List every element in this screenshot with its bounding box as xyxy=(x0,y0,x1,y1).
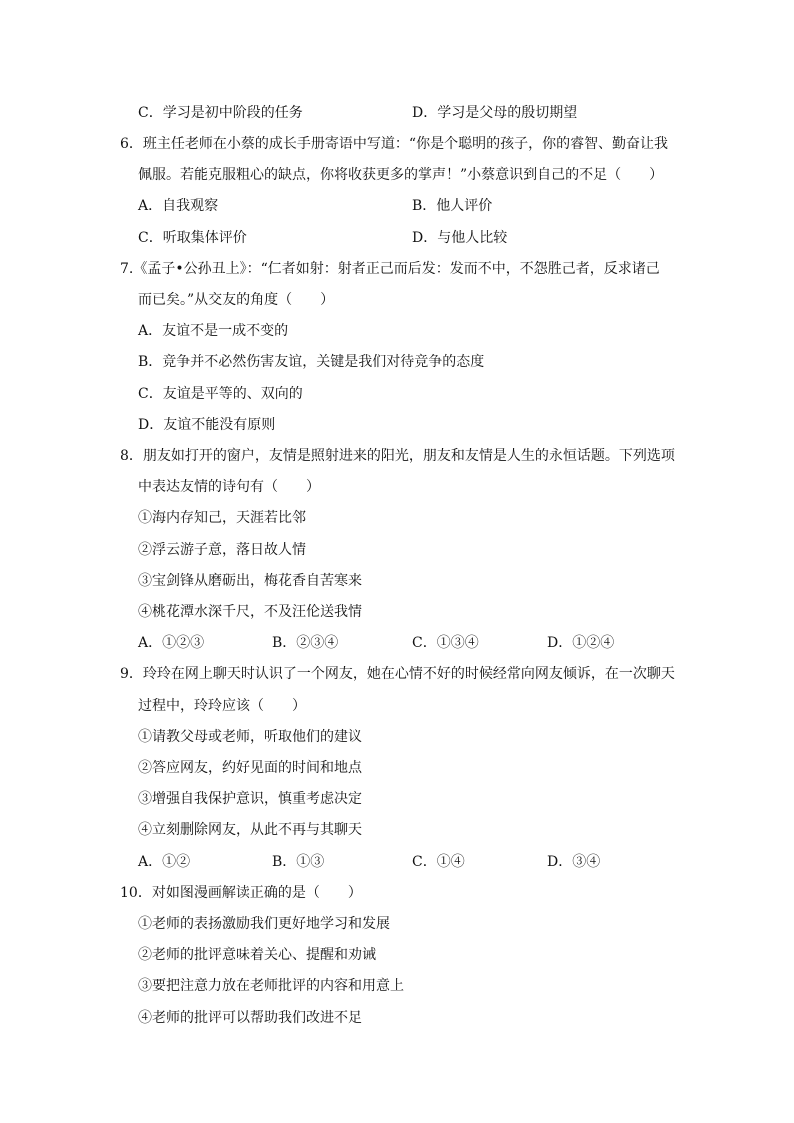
q5-option-d: D．学习是父母的殷切期望 xyxy=(412,105,578,121)
q8-stem-line-2: 中表达友情的诗句有（ ） xyxy=(138,479,320,495)
q10-item-2: ②老师的批评意味着关心、提醒和劝诫 xyxy=(138,947,376,963)
q9-item-4: ④立刻删除网友，从此不再与其聊天 xyxy=(138,822,362,838)
q8-item-1: ①海内存知己，天涯若比邻 xyxy=(138,510,306,526)
q10-item-4: ④老师的批评可以帮助我们改进不足 xyxy=(138,1010,362,1026)
q10-item-1: ①老师的表扬激励我们更好地学习和发展 xyxy=(138,916,390,932)
q7-option-d: D．友谊不能没有原则 xyxy=(138,417,276,433)
q9-item-1: ①请教父母或老师，听取他们的建议 xyxy=(138,729,362,745)
q8-item-4: ④桃花潭水深千尺，不及汪伦送我情 xyxy=(138,604,362,620)
q8-option-b: B．②③④ xyxy=(272,635,339,651)
q10-stem: 10．对如图漫画解读正确的是（ ） xyxy=(120,885,362,901)
q6-option-c: C．听取集体评价 xyxy=(138,230,247,246)
q6-option-b: B．他人评价 xyxy=(412,198,493,214)
q7-option-a: A．友谊不是一成不变的 xyxy=(138,323,289,339)
q7-option-b: B．竞争并不必然伤害友谊，关键是我们对待竞争的态度 xyxy=(138,354,485,370)
q8-option-d: D．①②④ xyxy=(547,635,615,651)
q9-option-a: A．①② xyxy=(138,854,191,870)
q6-option-d: D．与他人比较 xyxy=(412,230,508,246)
q9-option-b: B．①③ xyxy=(272,854,325,870)
q8-item-3: ③宝剑锋从磨砺出，梅花香自苦寒来 xyxy=(138,573,362,589)
q6-stem-line-2: 佩服。若能克服粗心的缺点，你将收获更多的掌声！”小蔡意识到自己的不足（ ） xyxy=(138,167,664,183)
q8-option-a: A．①②③ xyxy=(138,635,205,651)
q7-stem-line-2: 而已矣。”从交友的角度（ ） xyxy=(138,292,335,308)
q7-option-c: C．友谊是平等的、双向的 xyxy=(138,386,303,402)
q6-stem-line-1: 6．班主任老师在小蔡的成长手册寄语中写道：“你是个聪明的孩子，你的睿智、勤奋让我 xyxy=(120,136,669,152)
q9-stem-line-1: 9．玲玲在网上聊天时认识了一个网友，她在心情不好的时候经常向网友倾诉，在一次聊天 xyxy=(120,666,675,682)
q9-option-c: C．①④ xyxy=(412,854,465,870)
q7-stem-line-1: 7.《孟子•公孙丑上》：“仁者如射：射者正己而后发：发而不中，不怨胜己者，反求诸己 xyxy=(120,261,660,277)
q9-item-2: ②答应网友，约好见面的时间和地点 xyxy=(138,760,362,776)
q8-option-c: C．①③④ xyxy=(412,635,479,651)
q9-option-d: D．③④ xyxy=(547,854,601,870)
q9-item-3: ③增强自我保护意识，慎重考虑决定 xyxy=(138,791,362,807)
q8-stem-line-1: 8．朋友如打开的窗户，友情是照射进来的阳光，朋友和友情是人生的永恒话题。下列选项 xyxy=(120,448,675,464)
q6-option-a: A．自我观察 xyxy=(138,198,219,214)
q10-item-3: ③要把注意力放在老师批评的内容和用意上 xyxy=(138,978,404,994)
q9-stem-line-2: 过程中，玲玲应该（ ） xyxy=(138,698,306,714)
q8-item-2: ②浮云游子意，落日故人情 xyxy=(138,542,306,558)
q5-option-c: C．学习是初中阶段的任务 xyxy=(138,105,303,121)
